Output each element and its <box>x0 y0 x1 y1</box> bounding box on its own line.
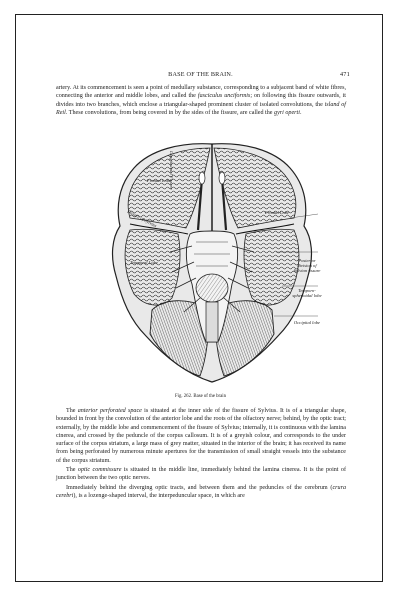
text-run: Immediately behind the diverging optic tracts, and between them and the peduncles of the cerebrum ( <box>66 484 333 491</box>
label-frontal-lobe-left: Frontal Lobe <box>146 178 172 183</box>
term-optic-commissure: optic commissure <box>77 467 122 474</box>
text-run: artery. At its commencement is seen a point of medullary substance, corresponding to a subjacent band of white fibres, connecting the anterior and middle lobes, and called the <box>56 85 346 100</box>
figure-caption: Fig. 262. Base of the brain <box>174 394 227 399</box>
label-fissure-of-sylvius: Fissure of Sylvius <box>126 208 158 229</box>
paragraph-optic-commissure <box>56 466 346 483</box>
label-posterior-division: Posterior division of Sylvian fissure <box>293 258 321 274</box>
text-run: ; on following this fissure outwards, it divides into two branches, which enclose a triangular-shaped prominent cluster of isolated convolutions, the <box>56 93 346 108</box>
label-temporo-sphenoidal-lobe: Temporo-sphenoidal lobe <box>292 288 322 299</box>
text-run: . These convolutions, from being covered in by the sides of the fissure, are called the <box>65 109 275 116</box>
text-run: is situated at the inner side of the fissure of Sylvius. It is of a triangular shape, bounded in front by the convolution of the anterior lobe and the roots of the olfactory nerve; behind, by the optic tract; externally, by the middle lobe and commencement of the fissure of Sylvius; internally, it is continuous with the lamina cinerea, and crossed by the peduncle of the corpus callosum. It is of a greyish colour, and corresponds to the under surface of the corpus striatum, a large mass of grey matter, situated in the interior of the brain; it has received its name from being perforated by numerous minute apertures for the transmission of small straight vessels into the substance of the corpus striatum. <box>56 408 347 464</box>
term-anterior-perforated-space: anterior perforated space <box>77 408 142 414</box>
paragraph-anterior-perforated-space <box>56 407 346 465</box>
top-paragraph <box>56 84 346 117</box>
text-run: is situated in the middle line, immediately behind the lamina cinerea. It is the point of junction between the two optic nerves. <box>56 467 347 482</box>
text-run: The <box>66 408 78 414</box>
label-longitudinal-fissure: Longitudinal Fissure <box>169 150 174 190</box>
text-run: The <box>66 467 78 474</box>
term-island-of-reil: island of Reil <box>56 101 347 116</box>
brain-figure <box>100 138 324 390</box>
paragraph-interpeduncular-space <box>56 484 346 501</box>
term-fasciculus-unciformis: fasciculus unciformis <box>197 93 251 100</box>
text-run: ), is a lozenge-shaped interval, the interpeduncular space, in which are <box>73 492 245 499</box>
term-crura-cerebri: crura cerebri <box>56 484 346 499</box>
page-number: 471 <box>340 71 350 78</box>
label-occipital-lobe: Occipital lobe <box>293 320 321 325</box>
text-run: . <box>299 109 302 116</box>
bottom-paragraphs <box>56 407 346 500</box>
page-title: BASE OF THE BRAIN. <box>168 71 233 78</box>
label-temporal-lobe: Temporal Lobe <box>130 260 158 265</box>
term-gyri-operti: gyri operti <box>274 109 300 116</box>
label-frontal-lobe-right: Frontal Lobe <box>264 210 290 215</box>
